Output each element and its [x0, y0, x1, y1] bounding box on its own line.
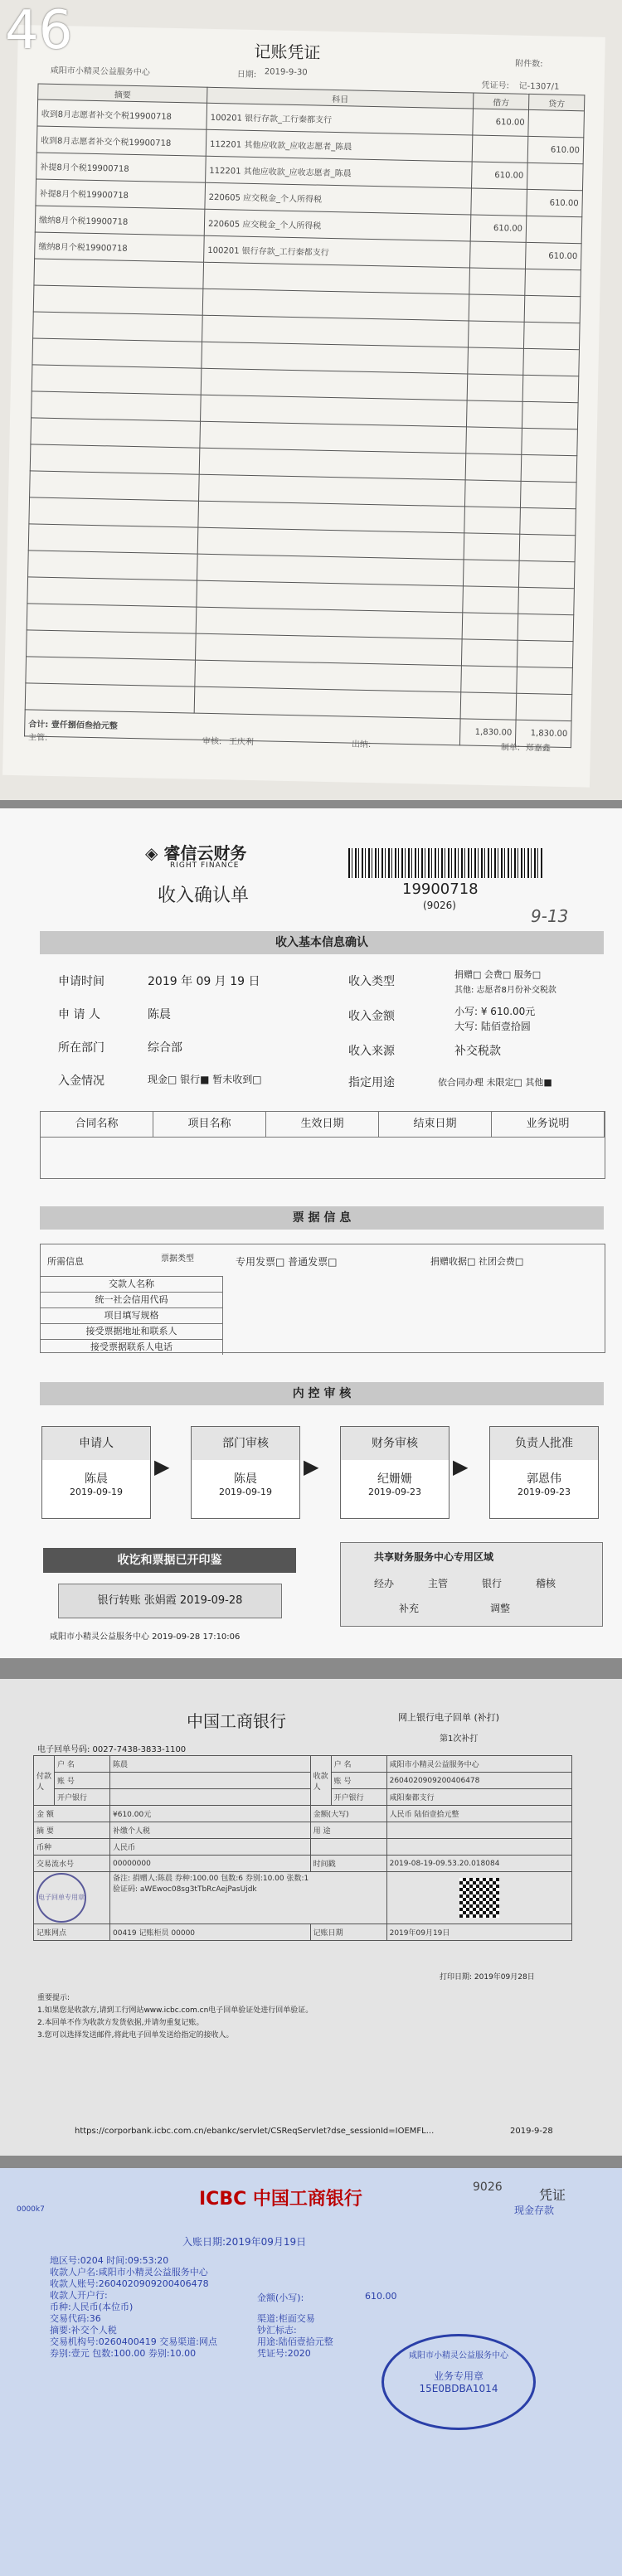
voucher-cell-summary [27, 577, 197, 607]
bill-row-label: 项目填写规格 [41, 1307, 223, 1323]
bank-deposit-slip [0, 2168, 622, 2576]
inflow-options: 现金□ 银行■ 暂未收到□ [148, 1074, 262, 1085]
voucher-cell-credit [518, 614, 574, 641]
voucher-no: 记-1307/1 [518, 81, 560, 92]
flow-head: 部门审核 [192, 1427, 299, 1460]
slip-line: 收款人开户行: [50, 2290, 108, 2301]
supervisor-label: 主管: [27, 733, 48, 743]
note-line: 2.本回单不作为收款方发货依据,并请勿重复记账。 [37, 2019, 204, 2027]
bill-table [40, 1244, 605, 1353]
icbc-logo-text: ICBC [199, 2189, 247, 2210]
voucher-date: 2019-9-30 [264, 67, 308, 78]
inflow-label: 入金情况 [58, 1075, 104, 1088]
voucher-cell-credit [528, 109, 585, 137]
shared-item: 银行 [482, 1578, 503, 1589]
voucher-cell-debit [467, 374, 523, 401]
slip-bank: 中国工商银行 [252, 2189, 362, 2210]
voucher-cell-debit [464, 480, 521, 507]
voucher-cell-debit [469, 268, 526, 295]
voucher-cell-debit [461, 666, 518, 693]
voucher-cell-debit [469, 241, 526, 269]
payer-account-label: 账 号 [55, 1773, 110, 1789]
voucher-cell-debit [461, 639, 518, 667]
applicant: 陈晨 [148, 1008, 171, 1021]
summary: 补缴个人税 [110, 1822, 311, 1839]
voucher-cell-credit [523, 348, 580, 376]
dept: 综合部 [148, 1041, 182, 1055]
flow-arrow-icon: ▶ [453, 1455, 469, 1478]
payee-account: 2604020909200406478 [386, 1773, 571, 1789]
slip-type: 现金存款 [514, 2205, 555, 2216]
flow-arrow-icon: ▶ [154, 1455, 170, 1478]
stamp-code: 15E0BDBA1014 [419, 2383, 498, 2394]
currency: 人民币 [110, 1839, 311, 1856]
voucher-date-label: 日期: [236, 70, 257, 80]
usage-options: 依合同办理 未限定□ 其他■ [438, 1077, 552, 1088]
shared-item: 稽核 [536, 1578, 556, 1589]
voucher-org: 咸阳市小精灵公益服务中心 [50, 65, 150, 78]
voucher-cell-credit [518, 560, 575, 588]
voucher-cell-credit [522, 428, 578, 455]
remark: 捐赠人:陈晨 券种:100.00 包数:6 券别:10.00 张数:1 [132, 1875, 309, 1883]
shared-item: 经办 [374, 1578, 395, 1589]
flow-step [489, 1426, 599, 1519]
handwritten-note: 9-13 [531, 906, 569, 926]
contract-col: 合同名称 [41, 1112, 153, 1137]
amount-small: 小写: ¥ 610.00元 [454, 1006, 536, 1017]
bill-row-label: 接受票据联系人电话 [41, 1339, 223, 1355]
apply-time-label: 申请时间 [58, 975, 104, 988]
voucher-cell-account: 100201 银行存款_工行秦都支行 [207, 103, 474, 135]
voucher-cell-credit [517, 640, 573, 667]
source: 补交税款 [454, 1045, 501, 1058]
barcode [348, 848, 543, 878]
slip-line: 地区号:0204 时间:09:53:20 [50, 2255, 169, 2266]
brand-icon: ◈ [145, 843, 164, 863]
voucher-cell-summary [25, 683, 195, 713]
col-summary: 摘要 [38, 84, 207, 103]
flow-name: 陈晨 [234, 1472, 257, 1486]
bill-row-label: 接受票据地址和联系人 [41, 1323, 223, 1339]
voucher-cell-credit [518, 587, 575, 614]
voucher-cell-debit [468, 321, 524, 348]
qr-code-icon [459, 1878, 499, 1918]
amount-label: 收入金额 [348, 1010, 395, 1023]
voucher-cell-summary [27, 630, 197, 660]
voucher-cell-debit [460, 692, 517, 720]
voucher-cell-credit [520, 507, 576, 535]
voucher-cell-account: 112201 其他应收款_应收志愿者_陈晨 [206, 156, 473, 188]
voucher-cell-debit [463, 586, 519, 614]
date-label: 记账日期 [310, 1924, 386, 1941]
icbc-url: https://corporbank.icbc.com.cn/ebankc/servlet/CSReqServlet?dse_sessionId=IOEMFL... [75, 2127, 435, 2136]
voucher-cell-debit [466, 427, 522, 454]
flow-date: 2019-09-19 [219, 1487, 272, 1497]
stamp-text: 咸阳市小精灵公益服务中心 [409, 2351, 508, 2360]
voucher-cell-credit [520, 481, 576, 508]
slip-side: 0000k7 [17, 2205, 45, 2214]
contract-col: 结束日期 [379, 1112, 492, 1137]
contract-col: 生效日期 [266, 1112, 379, 1137]
payer-name-label: 户 名 [55, 1756, 110, 1773]
voucher-cell-summary [30, 471, 200, 501]
stamp-sub: 业务专用章 [433, 2370, 484, 2382]
teller: 00000 [171, 1929, 196, 1938]
voucher-cell-summary: 补提8月个税19900718 [36, 153, 207, 182]
voucher-cell-credit [526, 216, 582, 243]
icbc-table: 付款人 户 名 陈晨 收款人 户 名 咸阳市小精灵公益服务中心 账 号 账 号 2604020909200406478 开户银行 开户银行 咸阳秦都支行 金 额 ¥610.00元 金额(大写) 人民币 陆佰壹拾元整 摘 要 补缴个人税 用 途 币种 人民币 交易流水号 00000000 时间戳 2019-08-19-09.53.20.018084 电子回单专用章 备注: 捐赠人:陈晨 券种:100.00 包数:6 券别:10.00 张数:1 验证码: aWEwoc08sg3tTbRcAejPasUjdk 记账网点 00419 记账柜员 00000 记账日期 2019年09月19日 [33, 1755, 572, 1941]
payer-label: 付款人 [34, 1756, 55, 1806]
icbc-reprint: 第1次补打 [440, 1734, 479, 1744]
voucher-cell-credit [522, 375, 579, 402]
voucher-cell-summary [28, 551, 198, 580]
bill-type-options-2: 捐赠收据□ 社团会费□ [430, 1256, 524, 1267]
note-line: 1.如果您是收款方,请到工行网站www.icbc.com.cn电子回单验证处进行回单验证。 [37, 2006, 313, 2015]
brand-en: RIGHT FINANCE [170, 861, 240, 870]
voucher-cell-summary: 收到8月志愿者补交个税19900718 [37, 99, 207, 129]
slip-right-line: 钞汇标志: [257, 2325, 297, 2336]
income-footer: 咸阳市小精灵公益服务中心 2019-09-28 17:10:06 [50, 1632, 241, 1642]
bill-header-type: 票据类型 [161, 1254, 194, 1264]
voucher-cell-account: 220605 应交税金_个人所得税 [205, 182, 472, 215]
voucher-cell-debit [472, 135, 528, 163]
icbc-e-receipt [0, 1679, 622, 2156]
voucher-cell-summary [26, 657, 196, 686]
bill-row-label: 交款人名称 [41, 1276, 223, 1292]
voucher-total-credit: 1,830.00 [515, 720, 571, 747]
time-label: 时间戳 [310, 1856, 386, 1872]
slip-line: 摘要:补交个人税 [50, 2325, 117, 2336]
income-type-label: 收入类型 [348, 975, 395, 988]
voucher-cell-summary [27, 604, 197, 633]
voucher-cell-credit [527, 163, 583, 190]
voucher-cell-debit [463, 560, 519, 587]
voucher-table [24, 84, 585, 749]
voucher-cell-credit: 610.00 [527, 189, 583, 216]
contract-col: 业务说明 [492, 1112, 605, 1137]
payer-bank-label: 开户银行 [55, 1789, 110, 1806]
voucher-total-label: 合计: 壹仟捌佰叁拾元整 [25, 710, 461, 745]
reviewer: 王庆利 [228, 737, 255, 748]
flow-head: 财务审核 [341, 1427, 449, 1460]
remark-label: 备注 [113, 1875, 129, 1883]
flow-name: 纪姗姗 [377, 1472, 412, 1486]
voucher-cell-account: 220605 应交税金_个人所得税 [204, 209, 471, 241]
voucher-cell-credit [516, 693, 572, 720]
slip-line: 券别:壹元 包数:100.00 券别:10.00 [50, 2348, 197, 2359]
serial: 00000000 [110, 1856, 311, 1872]
slip-amount: 610.00 [365, 2291, 397, 2302]
usage-label: 指定用途 [348, 1076, 395, 1089]
barcode-sub: (9026) [423, 900, 456, 911]
maker-label: 制单: [500, 743, 521, 753]
brand-name: 睿信云财务 [163, 843, 247, 863]
source-label: 收入来源 [348, 1045, 395, 1058]
slip-handwritten: 9026 [473, 2181, 503, 2194]
voucher-cell-debit [465, 454, 522, 481]
voucher-cell-summary [32, 338, 202, 368]
accounting-voucher [0, 0, 622, 800]
voucher-cell-account: 112201 其他应收款_应收志愿者_陈晨 [206, 129, 473, 162]
slip-doc: 凭证 [539, 2187, 566, 2203]
flow-date: 2019-09-23 [368, 1487, 421, 1497]
voucher-cell-debit [464, 507, 521, 534]
reviewer-label: 审核: [202, 736, 222, 747]
voucher-cell-credit: 610.00 [525, 242, 581, 269]
use-label: 用 途 [310, 1822, 386, 1839]
voucher-cell-summary [33, 312, 203, 342]
voucher-cell-summary [30, 444, 200, 474]
currency-label: 币种 [34, 1839, 110, 1856]
voucher-cell-summary [28, 524, 198, 554]
rec-label: 记账网点 [34, 1924, 110, 1941]
payer-name: 陈晨 [110, 1756, 311, 1773]
seal-stamp: 电子回单专用章 [36, 1873, 86, 1923]
icbc-subtitle: 网上银行电子回单 (补打) [398, 1712, 500, 1723]
voucher-cell-summary [31, 418, 201, 448]
barcode-number: 19900718 [402, 880, 479, 898]
voucher-cell-summary [29, 497, 199, 527]
cashier-label: 出纳: [351, 740, 372, 750]
business-stamp [381, 2334, 536, 2430]
icbc-url-date: 2019-9-28 [510, 2127, 553, 2136]
bill-row-label: 统一社会信用代码 [41, 1292, 223, 1307]
voucher-title: 记账凭证 [254, 41, 321, 63]
section-control: 内 控 审 核 [40, 1382, 604, 1405]
voucher-cell-credit [525, 269, 581, 296]
income-confirmation [0, 808, 622, 1658]
flow-head: 申请人 [42, 1427, 150, 1460]
contract-table [40, 1111, 605, 1179]
apply-time: 2019 年 09 月 19 日 [148, 975, 260, 988]
voucher-cell-credit [524, 295, 581, 323]
voucher-cell-debit [466, 400, 522, 428]
voucher-total-debit: 1,830.00 [459, 719, 516, 746]
collect-stamp: 银行转账 张娟霞 2019-09-28 [58, 1584, 282, 1618]
voucher-cell-summary [32, 391, 202, 421]
flow-step [191, 1426, 300, 1519]
payee-name: 咸阳市小精灵公益服务中心 [386, 1756, 571, 1773]
icbc-bank-name: 中国工商银行 [187, 1711, 286, 1731]
voucher-cell-summary [32, 365, 202, 395]
voucher-cell-credit: 610.00 [527, 136, 584, 163]
voucher-cell-credit [521, 454, 577, 482]
voucher-cell-debit [469, 294, 525, 322]
slip-line: 交易代码:36 [50, 2313, 101, 2324]
rec-value: 00419 [113, 1929, 137, 1938]
voucher-cell-summary: 补提8月个税19900718 [36, 179, 206, 209]
attachments-label: 附件数: [515, 59, 543, 70]
income-type-options: 捐赠□ 会费□ 服务□ [454, 969, 542, 980]
shared-area [340, 1542, 603, 1627]
voucher-cell-summary [34, 259, 204, 289]
flow-name: 郭恩伟 [527, 1472, 561, 1486]
voucher-cell-summary: 缴纳8月个税19900718 [35, 232, 205, 262]
flow-date: 2019-09-19 [70, 1487, 123, 1497]
slip-date: 入账日期:2019年09月19日 [182, 2236, 307, 2248]
flow-step [340, 1426, 449, 1519]
note-line: 重要提示: [37, 1994, 70, 2002]
collect-title: 收讫和票据已开印鉴 [43, 1548, 296, 1573]
icbc-receipt-no: 电子回单号码: 0027-7438-3833-1100 [37, 1745, 187, 1754]
time: 2019-08-19-09.53.20.018084 [386, 1856, 571, 1872]
payee-bank-label: 开户银行 [331, 1789, 386, 1806]
applicant-label: 申 请 人 [58, 1008, 100, 1021]
voucher-cell-debit [464, 533, 520, 560]
date: 2019年09月19日 [386, 1924, 571, 1941]
slip-line: 收款人账号:2604020909200406478 [50, 2278, 209, 2289]
maker: 郑嘉鑫 [525, 744, 551, 754]
dept-label: 所在部门 [58, 1041, 104, 1055]
slip-line: 交易机构号:0260400419 交易渠道:网点 [50, 2336, 217, 2347]
bill-header-left: 所需信息 [47, 1256, 84, 1267]
slip-right-line: 渠道:柜面交易 [257, 2313, 315, 2324]
voucher-cell-debit [462, 613, 518, 640]
shared-title: 共享财务服务中心专用区域 [374, 1551, 494, 1563]
amount-big-label: 金额(大写) [310, 1806, 386, 1822]
teller-label: 记账柜员 [138, 1929, 169, 1938]
amount-big: 人民币 陆佰壹拾元整 [386, 1806, 571, 1822]
page-number: 46 [5, 0, 73, 61]
voucher-cell-summary: 收到8月志愿者补交个税19900718 [36, 126, 207, 156]
col-account: 科目 [207, 87, 474, 109]
shared-item: 补充 [399, 1603, 420, 1614]
voucher-cell-debit: 610.00 [471, 162, 527, 189]
slip-amount-label: 金额(小写): [257, 2292, 304, 2303]
payee-account-label: 账 号 [331, 1773, 386, 1789]
shared-item: 调整 [490, 1603, 511, 1614]
voucher-cell-debit [471, 188, 527, 216]
brand-logo [145, 840, 246, 864]
col-credit: 贷方 [528, 94, 584, 110]
contract-col: 项目名称 [153, 1112, 266, 1137]
voucher-cell-summary: 缴纳8月个税19900718 [35, 206, 205, 235]
voucher-no-label: 凭证号: [481, 80, 510, 91]
income-title: 收入确认单 [158, 885, 250, 906]
voucher-cell-credit [522, 401, 578, 429]
voucher-cell-debit: 610.00 [473, 109, 529, 136]
slip-right-line: 用途:陆佰壹拾元整 [257, 2336, 333, 2347]
section-basic: 收入基本信息确认 [40, 931, 604, 954]
income-type-other: 其他: 志愿者8月份补交税款 [454, 986, 556, 995]
section-bill: 票 据 信 息 [40, 1206, 604, 1230]
flow-step [41, 1426, 151, 1519]
payee-label: 收款人 [310, 1756, 331, 1806]
amount-big: 大写: 陆佰壹拾圆 [454, 1021, 531, 1032]
voucher-cell-credit [523, 322, 580, 349]
flow-head: 负责人批准 [490, 1427, 598, 1460]
payee-name-label: 户 名 [331, 1756, 386, 1773]
bill-type-options: 专用发票□ 普通发票□ [236, 1256, 338, 1268]
verify-label: 验证码 [113, 1885, 136, 1894]
payee-bank: 咸阳秦都支行 [386, 1789, 571, 1806]
voucher-cell-debit: 610.00 [470, 215, 527, 242]
serial-label: 交易流水号 [34, 1856, 110, 1872]
summary-label: 摘 要 [34, 1822, 110, 1839]
slip-right-line: 凭证号:2020 [257, 2348, 311, 2359]
voucher-cell-credit [519, 534, 576, 561]
flow-arrow-icon: ▶ [304, 1455, 319, 1478]
shared-item: 主管 [428, 1578, 449, 1589]
flow-name: 陈晨 [85, 1472, 108, 1486]
voucher-cell-credit [517, 667, 573, 694]
flow-date: 2019-09-23 [518, 1487, 571, 1497]
voucher-paper [2, 25, 605, 788]
verify-code: aWEwoc08sg3tTbRcAejPasUjdk [139, 1885, 257, 1894]
note-line: 3.您可以选择发送邮件,将此电子回单发送给指定的接收人。 [37, 2031, 234, 2040]
amount-label: 金 额 [34, 1806, 110, 1822]
print-date: 打印日期: 2019年09月28日 [440, 1973, 535, 1982]
voucher-cell-debit [468, 347, 524, 375]
amount: ¥610.00元 [110, 1806, 311, 1822]
slip-line: 币种:人民币(本位币) [50, 2302, 134, 2312]
slip-line: 收款人户名:咸阳市小精灵公益服务中心 [50, 2267, 208, 2278]
voucher-cell-summary [33, 285, 203, 315]
col-debit: 借方 [474, 93, 529, 109]
icbc-logo [199, 2185, 362, 2210]
voucher-cell-account: 100201 银行存款_工行秦都支行 [204, 235, 471, 268]
